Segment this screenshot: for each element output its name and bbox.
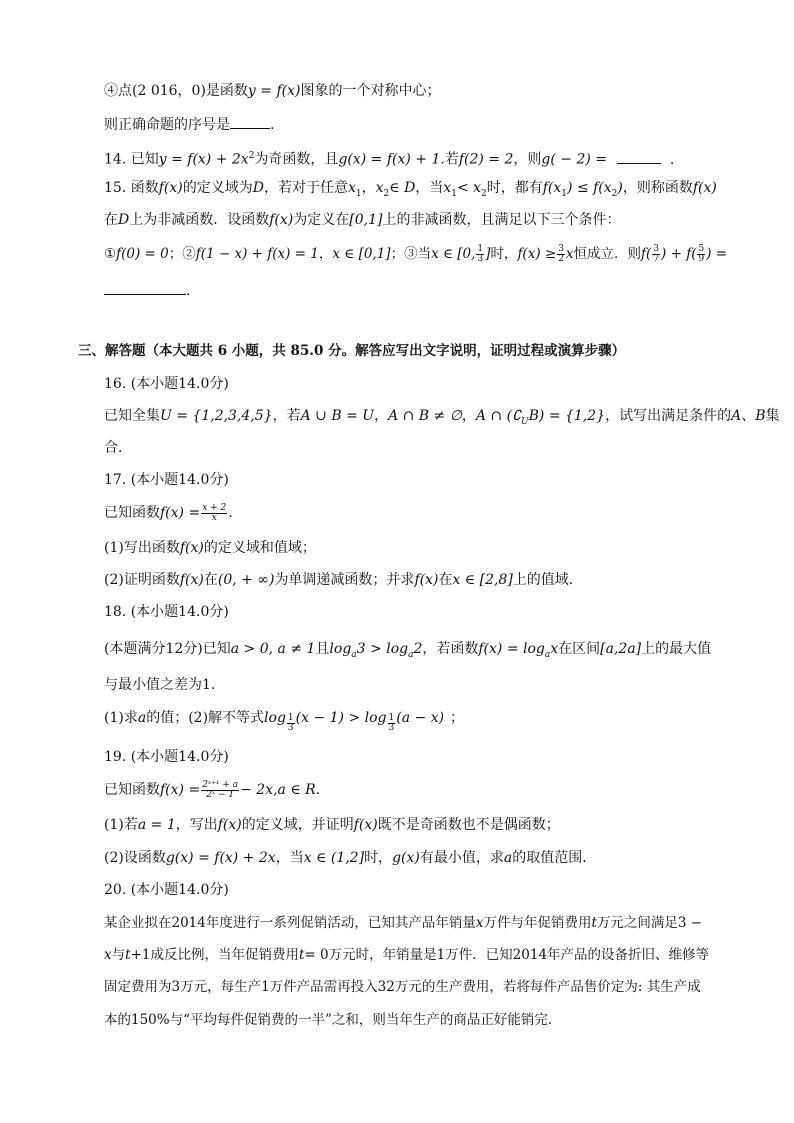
- item-4-line: [104, 81, 440, 101]
- numerator: 2ˣ⁺¹ + a: [202, 779, 239, 790]
- text: 、: [741, 408, 756, 424]
- text: 已知函数: [104, 505, 160, 521]
- text: 为单调递减函数；并求: [274, 572, 415, 588]
- question-15-line-1: [104, 178, 717, 204]
- text: (2)设函数: [104, 850, 166, 866]
- math: ) + f(: [661, 246, 697, 262]
- question-18-line-1: [104, 639, 711, 665]
- denominator: 2ˣ − 1: [206, 789, 235, 800]
- question-18-line-3: [104, 708, 464, 733]
- text: = 0万元时，年销量是1万件．已知2014年产品的设备折旧、维修等: [304, 947, 710, 963]
- text: 14. 已知: [104, 151, 159, 168]
- math-sub: 2: [383, 188, 390, 199]
- math-sub: 1: [451, 188, 457, 199]
- math-sub: 2: [611, 188, 618, 199]
- question-15-line-4: [104, 280, 190, 301]
- math: x ∈ [0,1]: [332, 246, 391, 262]
- math: log: [264, 710, 286, 726]
- math: f(x) =: [160, 782, 201, 798]
- punct: .: [270, 117, 275, 133]
- math-sub: a: [351, 649, 357, 660]
- math: f(x): [692, 180, 717, 196]
- text: ，若函数: [422, 641, 479, 657]
- text: 既不是奇函数也不是偶函数；: [377, 817, 560, 833]
- math: f(x): [179, 540, 204, 556]
- math: x: [104, 947, 112, 963]
- question-14: [104, 146, 674, 170]
- text: ①: [104, 246, 117, 262]
- math: a: [503, 850, 513, 866]
- answer-prompt: 则正确命题的序号是: [104, 117, 230, 133]
- fraction: [201, 504, 227, 523]
- text: 上的最大值: [641, 641, 712, 657]
- question-16-heading: 16. (本小题14.0分): [104, 376, 229, 392]
- math: a > 0, a ≠ 1: [230, 641, 316, 657]
- question-17-line-3: [104, 570, 583, 590]
- text: 的取值范围．: [512, 850, 597, 866]
- text: ，当: [415, 180, 444, 196]
- math-sub: a: [408, 649, 414, 660]
- punct: .: [186, 283, 191, 299]
- math-sub: a: [544, 649, 551, 660]
- text: (1)写出函数: [104, 540, 180, 556]
- math: [a,2a]: [600, 641, 642, 657]
- math: a: [137, 710, 147, 726]
- math: f(x): [158, 180, 183, 196]
- math: x: [565, 246, 574, 262]
- math: t: [591, 915, 597, 931]
- math: f(: [641, 246, 652, 262]
- question-15-line-2: [104, 210, 620, 230]
- math: f(0) = 0: [116, 246, 169, 262]
- math: f(x) =: [160, 505, 201, 521]
- numerator: 1: [287, 713, 294, 723]
- punct: .: [669, 151, 675, 168]
- numerator: 5: [698, 244, 705, 254]
- text: ，: [374, 408, 389, 424]
- item-4-text: 图象的一个对称中心；: [300, 83, 441, 99]
- math: B: [755, 408, 766, 424]
- numerator: 1: [477, 244, 484, 254]
- math: g(x) = f(x) + 1.: [338, 151, 445, 168]
- numerator: x + 2: [202, 502, 227, 513]
- math: f(x: [542, 180, 562, 196]
- math: t: [125, 947, 131, 963]
- item-4-text: ④点(2 016，0)是函数: [104, 83, 248, 99]
- answer-prompt-line: [104, 114, 274, 135]
- math: 2: [413, 641, 423, 657]
- math: x: [475, 915, 484, 931]
- math-sub: U: [521, 416, 529, 427]
- math: D: [118, 212, 130, 228]
- text: (2)证明函数: [104, 572, 180, 588]
- text: 集: [765, 408, 780, 424]
- denominator: 3: [477, 254, 484, 264]
- math: f(x): [414, 572, 439, 588]
- text: ；: [450, 710, 465, 726]
- text: 时，: [364, 850, 393, 866]
- text: 万件与年促销费用: [483, 915, 592, 931]
- math: t: [298, 947, 305, 963]
- question-17-line-1: [104, 503, 233, 523]
- text: 在: [203, 572, 218, 588]
- math: x ∈ [0,: [431, 246, 476, 262]
- text: ，当: [275, 850, 304, 866]
- question-19-line-2: [104, 815, 560, 835]
- text: 已知全集: [104, 408, 160, 424]
- math: U = {1,2,3,4,5}: [160, 408, 273, 424]
- text: 且: [315, 641, 330, 657]
- math: f(x): [217, 817, 242, 833]
- math: ): [617, 180, 623, 196]
- fraction: [287, 714, 295, 733]
- math-sup: 2: [248, 151, 255, 161]
- text: 的定义域为: [182, 180, 253, 196]
- text: 的值；(2)解不等式: [146, 710, 265, 726]
- text: 在区间: [558, 641, 601, 657]
- numerator: 3: [558, 244, 564, 254]
- text: +1成反比例，当年促销费用: [130, 947, 299, 963]
- math: f(x): [179, 572, 204, 588]
- text: ，: [461, 408, 476, 424]
- text: ，: [361, 180, 376, 196]
- math: D: [252, 180, 264, 196]
- question-20-line-4: 本的150%与“平均每件促销费的一半”之和，则当年生产的商品正好能销完.: [104, 1012, 553, 1028]
- fraction: [652, 245, 660, 264]
- text: 的定义域，并证明: [241, 817, 354, 833]
- answer-blank[interactable]: [104, 280, 186, 295]
- question-20-line-2: [104, 945, 709, 965]
- text: 为奇函数，且: [254, 151, 339, 168]
- question-19-heading: 19. (本小题14.0分): [104, 749, 229, 765]
- text: 15. 函数: [104, 180, 159, 196]
- question-17-line-2: [104, 538, 316, 558]
- math: g(x): [392, 850, 420, 866]
- text: ，若对于任意: [263, 180, 348, 196]
- text: ，: [318, 246, 333, 262]
- text: 上的非减函数，且满足以下三个条件：: [382, 212, 621, 228]
- math: f(x) ≥: [517, 246, 557, 262]
- math: A ∩ B ≠ ∅: [388, 408, 462, 424]
- math-sub: 1: [355, 188, 362, 199]
- math: [0,1]: [349, 212, 383, 228]
- math: A ∩ (∁: [475, 408, 522, 424]
- math: x: [347, 180, 356, 196]
- denominator: 9: [698, 254, 705, 264]
- question-20-line-1: [104, 913, 702, 933]
- math: ) ≤ f(x: [567, 180, 612, 196]
- text: 的定义域和值域；: [203, 540, 316, 556]
- text: 某企业拟在2014年度进行一系列促销活动，已知其产品年销量: [104, 915, 476, 931]
- text: ，则称函数: [622, 180, 693, 196]
- denominator: 7: [653, 254, 660, 264]
- text: 上的值域．: [512, 572, 583, 588]
- question-15-line-3: [104, 244, 727, 264]
- fraction: [557, 245, 565, 264]
- math: B) = {1,2}: [528, 408, 606, 424]
- math: a = 1: [137, 817, 176, 833]
- text: 时，: [490, 246, 518, 262]
- text: 恒成立．则: [573, 246, 642, 262]
- text: 与: [111, 947, 126, 963]
- text: 有最小值，求: [419, 850, 504, 866]
- text: ，若: [272, 408, 301, 424]
- text: 上为非减函数．设函数: [129, 212, 270, 228]
- denominator: 3: [388, 723, 395, 733]
- question-20-heading: 20. (本小题14.0分): [104, 882, 229, 898]
- math: (x − 1) > log: [295, 710, 387, 726]
- math: g(x) = f(x) + 2x: [165, 850, 276, 866]
- math: A: [731, 408, 742, 424]
- math: (a − x): [396, 710, 445, 726]
- math: log: [329, 641, 352, 657]
- math: 3 > log: [356, 641, 409, 657]
- question-16-line-1: [104, 406, 780, 432]
- math: y = f(x): [247, 83, 301, 99]
- math: x: [550, 641, 559, 657]
- numerator: 1: [388, 713, 395, 723]
- math: ∈ D: [389, 180, 416, 196]
- math-sub: 2: [481, 188, 487, 199]
- answer-blank[interactable]: [617, 149, 661, 164]
- denominator: 2: [558, 254, 564, 264]
- question-17-heading: 17. (本小题14.0分): [104, 472, 229, 488]
- punct: .: [228, 505, 233, 521]
- math: < x: [456, 180, 482, 196]
- denominator: 3: [287, 723, 294, 733]
- fraction: [388, 714, 396, 733]
- text: 在: [104, 212, 118, 228]
- text: (1)求: [104, 710, 138, 726]
- text: ，则: [513, 151, 542, 168]
- question-18-line-2: 与最小值之差为1.: [104, 677, 216, 693]
- text: 已知函数: [104, 782, 160, 798]
- math: x ∈ [2,8]: [452, 572, 513, 588]
- text: ，试写出满足条件的: [605, 408, 732, 424]
- numerator: 3: [653, 244, 660, 254]
- math-sub: 1: [561, 188, 568, 199]
- text: 万元之间满足3 −: [596, 915, 703, 931]
- math: x: [443, 180, 452, 196]
- math: x: [375, 180, 384, 196]
- text: (本题满分12分)已知: [104, 641, 231, 657]
- fraction: [697, 245, 705, 264]
- math: (0, + ∞): [217, 572, 275, 588]
- text: ；②: [168, 246, 196, 262]
- fraction: [201, 781, 239, 800]
- text: 若: [444, 151, 459, 168]
- math: − 2x,a ∈ R.: [240, 782, 321, 798]
- math: f(x): [269, 212, 294, 228]
- text: 为定义在: [293, 212, 350, 228]
- math: A ∪ B = U: [300, 408, 375, 424]
- text: ，写出: [175, 817, 218, 833]
- question-18-heading: 18. (本小题14.0分): [104, 604, 229, 620]
- section-3-heading: 三、解答题（本大题共 6 小题，共 85.0 分。解答应写出文字说明，证明过程或演算步骤）: [78, 343, 626, 359]
- math: y = f(x) + 2x: [158, 151, 249, 168]
- math: ]: [485, 246, 491, 262]
- math: f(x) = log: [478, 641, 545, 657]
- text: (1)若: [104, 817, 138, 833]
- text: 在: [438, 572, 453, 588]
- fraction: [476, 245, 484, 264]
- math: g( − 2) =: [541, 151, 608, 168]
- question-16-line-2: 合．: [104, 440, 132, 456]
- text: 时，都有: [486, 180, 543, 196]
- text: ；③当: [390, 246, 432, 262]
- math: f(x): [353, 817, 378, 833]
- denominator: x: [211, 512, 217, 523]
- question-20-line-3: 固定费用为3万元，每生产1万件产品需再投入32万元的生产费用，若将每件产品售价定为: 其生产成: [104, 979, 701, 995]
- question-19-line-1: [104, 780, 320, 800]
- math: ) =: [706, 246, 728, 262]
- question-19-line-3: [104, 848, 596, 868]
- math: f(2) = 2: [458, 151, 514, 168]
- math: f(1 − x) + f(x) = 1: [195, 246, 319, 262]
- math: x ∈ (1,2]: [303, 850, 365, 866]
- answer-blank[interactable]: [230, 114, 270, 129]
